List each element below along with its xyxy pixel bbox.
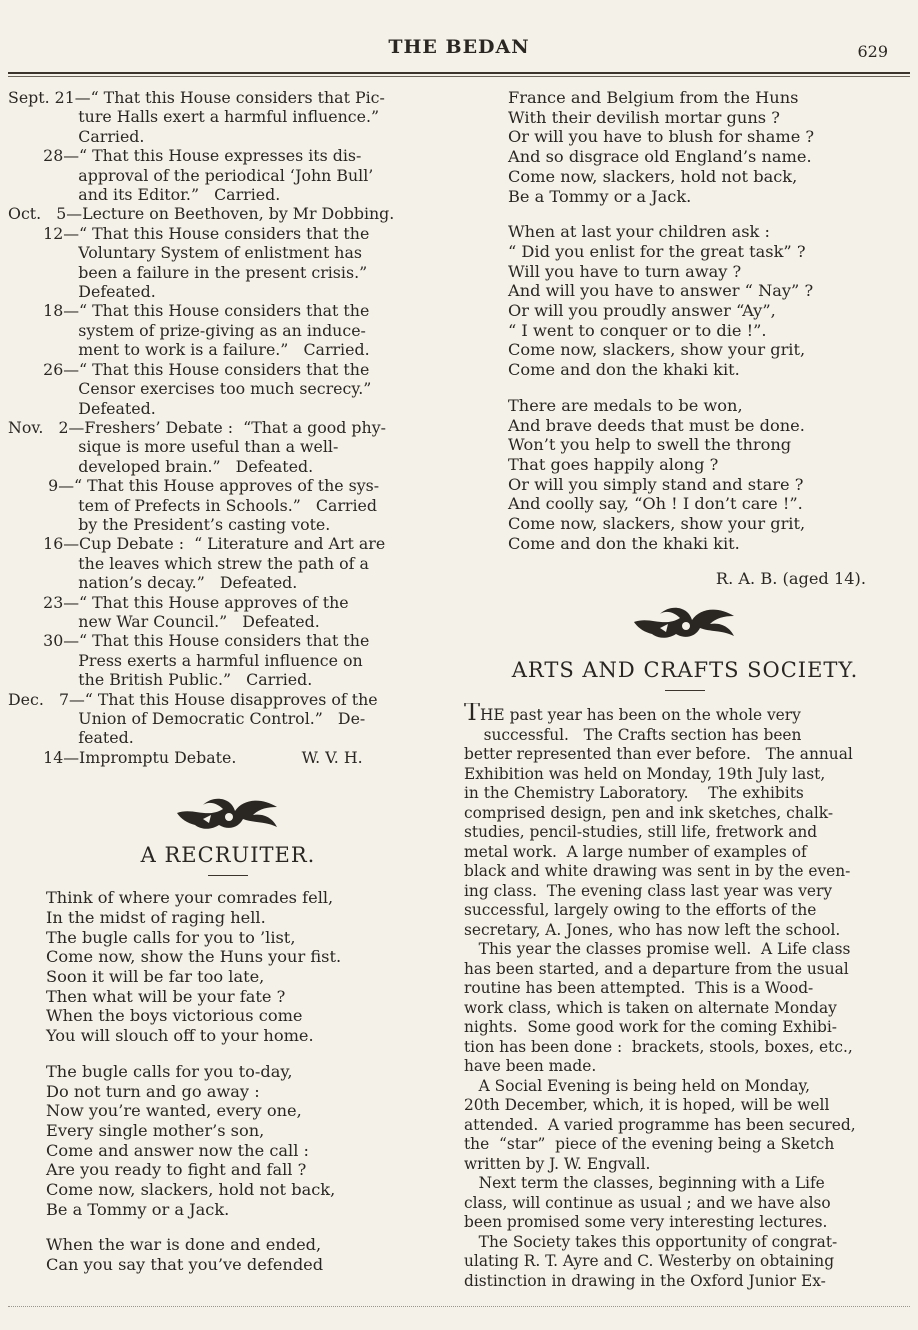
- poem-line: There are medals to be won,: [508, 395, 743, 415]
- poem-line: When the boys victorious come: [46, 1006, 303, 1026]
- poem-line: Do not turn and go away :: [46, 1081, 260, 1101]
- minutes-line: 16—Cup Debate : “ Literature and Art are: [8, 534, 386, 554]
- minutes-line: 14—Impromptu Debate. W. V. H.: [8, 747, 363, 767]
- minutes-line: feated.: [8, 728, 134, 748]
- article-line: [464, 703, 906, 726]
- poem-line: Won’t you help to swell the throng: [508, 435, 792, 455]
- minutes-line: Union of Democratic Control.” De-: [8, 709, 366, 728]
- poem-line: Come now, show the Huns your fist.: [46, 947, 342, 967]
- minutes-line: been a failure in the present crisis.”: [8, 262, 368, 282]
- minutes-line: Press exerts a harmful influence on: [8, 650, 363, 670]
- minutes-line: the leaves which strew the path of a: [8, 553, 369, 573]
- article-line: studies, pencil-studies, still life, fretwork and: [464, 823, 818, 842]
- article-line: successful, largely owing to the efforts of the: [464, 901, 817, 920]
- minutes-line: Dec. 7—“ That this House disapproves of the: [8, 689, 378, 709]
- article-line: ing class. The evening class last year was very: [464, 881, 833, 900]
- minutes-line: ment to work is a failure.” Carried.: [8, 340, 370, 360]
- running-header-title: THE BEDAN: [388, 36, 530, 58]
- poem-line: Be a Tommy or a Jack.: [46, 1199, 230, 1219]
- article-line: The Society takes this opportunity of congrat-: [464, 1232, 838, 1251]
- minutes-line: 26—“ That this House considers that the: [8, 359, 370, 379]
- poem-line: Or will you have to blush for shame ?: [508, 127, 815, 147]
- minutes-line: 28—“ That this House expresses its dis-: [8, 146, 362, 166]
- minutes-line: 9—“ That this House approves of the sys-: [8, 476, 380, 496]
- minutes-line: 30—“ That this House considers that the: [8, 631, 370, 651]
- poem-line: The bugle calls for you to ’list,: [46, 927, 296, 947]
- poem-signature: R. A. B. (aged 14).: [715, 569, 866, 589]
- left-column: [8, 88, 448, 1291]
- poem-stanza: [508, 222, 906, 380]
- poem-line: Every single mother’s son,: [46, 1120, 265, 1140]
- article-line: A Social Evening is being held on Monday,: [464, 1076, 811, 1095]
- poem-line: Then what will be your fate ?: [46, 986, 286, 1006]
- poem-line: Come now, slackers, show your grit,: [508, 514, 806, 534]
- poem-line: Are you ready to fight and fall ?: [46, 1160, 307, 1180]
- article-line: comprised design, pen and ink sketches, chalk-: [464, 803, 834, 822]
- article-line: nights. Some good work for the coming Exhibi-: [464, 1018, 837, 1037]
- header-rule: [8, 72, 910, 74]
- poem-line: And coolly say, “Oh ! I don’t care !”.: [508, 494, 803, 514]
- recruiter-poem: [46, 888, 448, 1275]
- article-line: secretary, A. Jones, who has now left the school.: [464, 920, 841, 939]
- poem-line: Or will you simply stand and stare ?: [508, 474, 804, 494]
- minutes-line: Defeated.: [8, 398, 156, 418]
- poem-line: Come and don the khaki kit.: [508, 360, 740, 380]
- article-line: work class, which is taken on alternate Monday: [464, 998, 837, 1017]
- article-line: tion has been done : brackets, stools, boxes, etc.,: [464, 1037, 853, 1056]
- poem-line: With their devilish mortar guns ?: [508, 107, 780, 127]
- minutes-line: 12—“ That this House considers that the: [8, 223, 370, 243]
- article-line: better represented than ever before. The annual: [464, 745, 853, 764]
- article-line: 20th December, which, it is hoped, will be well: [464, 1096, 830, 1115]
- bottom-rule: [8, 1306, 910, 1307]
- poem-line: Be a Tommy or a Jack.: [508, 186, 692, 206]
- article-line: metal work. A large number of examples of: [464, 842, 807, 861]
- arts-title-rule: [665, 690, 705, 691]
- minutes-line: Sept. 21—“ That this House considers that Pic-: [8, 88, 385, 107]
- poem-line: Come and don the khaki kit.: [508, 533, 740, 553]
- poem-stanza: [508, 88, 906, 206]
- article-line: distinction in drawing in the Oxford Junior Ex-: [464, 1271, 826, 1290]
- article-line: This year the classes promise well. A Life class: [464, 940, 851, 959]
- poem-line: That goes happily along ?: [508, 454, 719, 474]
- poem-line: And will you have to answer “ Nay” ?: [508, 281, 814, 301]
- minutes-line: Defeated.: [8, 282, 156, 302]
- minutes-line: nation’s decay.” Defeated.: [8, 573, 298, 593]
- poem-stanza: [46, 1062, 448, 1220]
- article-line: been promised some very interesting lectures.: [464, 1213, 828, 1232]
- ornament-icon: [630, 598, 740, 642]
- minutes-line: by the President’s casting vote.: [8, 514, 331, 534]
- minutes-line: Censor exercises too much secrecy.”: [8, 379, 372, 399]
- poem-line: When at last your children ask :: [508, 222, 770, 242]
- poem-line: Soon it will be far too late,: [46, 967, 265, 987]
- minutes-line: and its Editor.” Carried.: [8, 185, 281, 205]
- article-line: the “star” piece of the evening being a Sketch: [464, 1135, 835, 1154]
- article-line: written by J. W. Engvall.: [464, 1154, 651, 1173]
- drop-cap: T: [464, 703, 481, 726]
- article-line: class, will continue as usual ; and we have also: [464, 1193, 831, 1212]
- poem-line: France and Belgium from the Huns: [508, 88, 799, 107]
- poem-line: Now you’re wanted, every one,: [46, 1101, 302, 1121]
- poem-line: Come and answer now the call :: [46, 1140, 309, 1160]
- article-line: Exhibition was held on Monday, 19th July last,: [464, 764, 826, 783]
- minutes-line: Voluntary System of enlistment has: [8, 243, 363, 263]
- article-line: in the Chemistry Laboratory. The exhibits: [464, 784, 804, 803]
- poem-line: In the midst of raging hell.: [46, 907, 266, 927]
- poem-stanza: [508, 396, 906, 554]
- poem-line: Or will you proudly answer “Ay”,: [508, 301, 776, 321]
- poem-line: The bugle calls for you to-day,: [46, 1061, 293, 1081]
- right-column: [464, 88, 906, 1291]
- article-line: successful. The Crafts section has been: [464, 725, 802, 744]
- poem-stanza: [46, 1235, 448, 1274]
- article-line: black and white drawing was sent in by the even-: [464, 862, 851, 881]
- minutes-line: ture Halls exert a harmful influence.”: [8, 107, 380, 127]
- article-line: has been started, and a departure from the usual: [464, 959, 849, 978]
- minutes-line: 18—“ That this House considers that the: [8, 301, 370, 321]
- header-rule-thin: [8, 76, 910, 77]
- poem-line: And so disgrace old England’s name.: [508, 147, 812, 167]
- ornament-icon: [173, 789, 283, 833]
- poem-line: Think of where your comrades fell,: [46, 888, 334, 908]
- poem-line: When the war is done and ended,: [46, 1235, 322, 1255]
- arts-title: ARTS AND CRAFTS SOCIETY.: [511, 658, 859, 683]
- minutes-line: approval of the periodical ‘John Bull’: [8, 165, 374, 185]
- poem-line: Can you say that you’ve defended: [46, 1255, 324, 1275]
- poem-line: Come now, slackers, hold not back,: [46, 1180, 336, 1200]
- poem-line: You will slouch off to your home.: [46, 1026, 314, 1046]
- poem-line: Come now, slackers, show your grit,: [508, 340, 806, 360]
- article-line: routine has been attempted. This is a Wood-: [464, 979, 814, 998]
- minutes-line: Carried.: [8, 126, 145, 146]
- minutes-line: developed brain.” Defeated.: [8, 456, 314, 476]
- minutes-line: new War Council.” Defeated.: [8, 611, 320, 631]
- recruiter-title: A RECRUITER.: [140, 843, 316, 868]
- minutes-line: tem of Prefects in Schools.” Carried: [8, 495, 377, 515]
- poem-stanza: [46, 888, 448, 1046]
- poem-line: Come now, slackers, hold not back,: [508, 166, 798, 186]
- minutes-line: the British Public.” Carried.: [8, 670, 313, 690]
- minutes-line: Oct. 5—Lecture on Beethoven, by Mr Dobbing.: [8, 204, 395, 224]
- recruiter-title-rule: [208, 875, 248, 876]
- minutes-line: sique is more useful than a well-: [8, 437, 339, 457]
- poem-line: “ I went to conquer or to die !”.: [508, 320, 767, 340]
- debate-minutes: [8, 88, 448, 767]
- poem-line: Will you have to turn away ?: [508, 261, 742, 281]
- minutes-line: 23—“ That this House approves of the: [8, 592, 349, 612]
- article-line: Next term the classes, beginning with a Life: [464, 1174, 825, 1193]
- minutes-line: Nov. 2—Freshers’ Debate : “That a good phy-: [8, 417, 386, 437]
- article-line: ulating R. T. Ayre and C. Westerby on obtaining: [464, 1252, 835, 1271]
- poem-line: “ Did you enlist for the great task” ?: [508, 241, 806, 261]
- recruiter-poem-continued: [508, 88, 906, 553]
- poem-line: And brave deeds that must be done.: [508, 415, 805, 435]
- minutes-line: system of prize-giving as an induce-: [8, 320, 366, 340]
- arts-article: [464, 703, 906, 1291]
- article-line: have been made.: [464, 1057, 597, 1076]
- article-line-text: HE past year has been on the whole very: [480, 706, 801, 725]
- article-line: attended. A varied programme has been secured,: [464, 1115, 856, 1134]
- page-number: 629: [857, 42, 888, 61]
